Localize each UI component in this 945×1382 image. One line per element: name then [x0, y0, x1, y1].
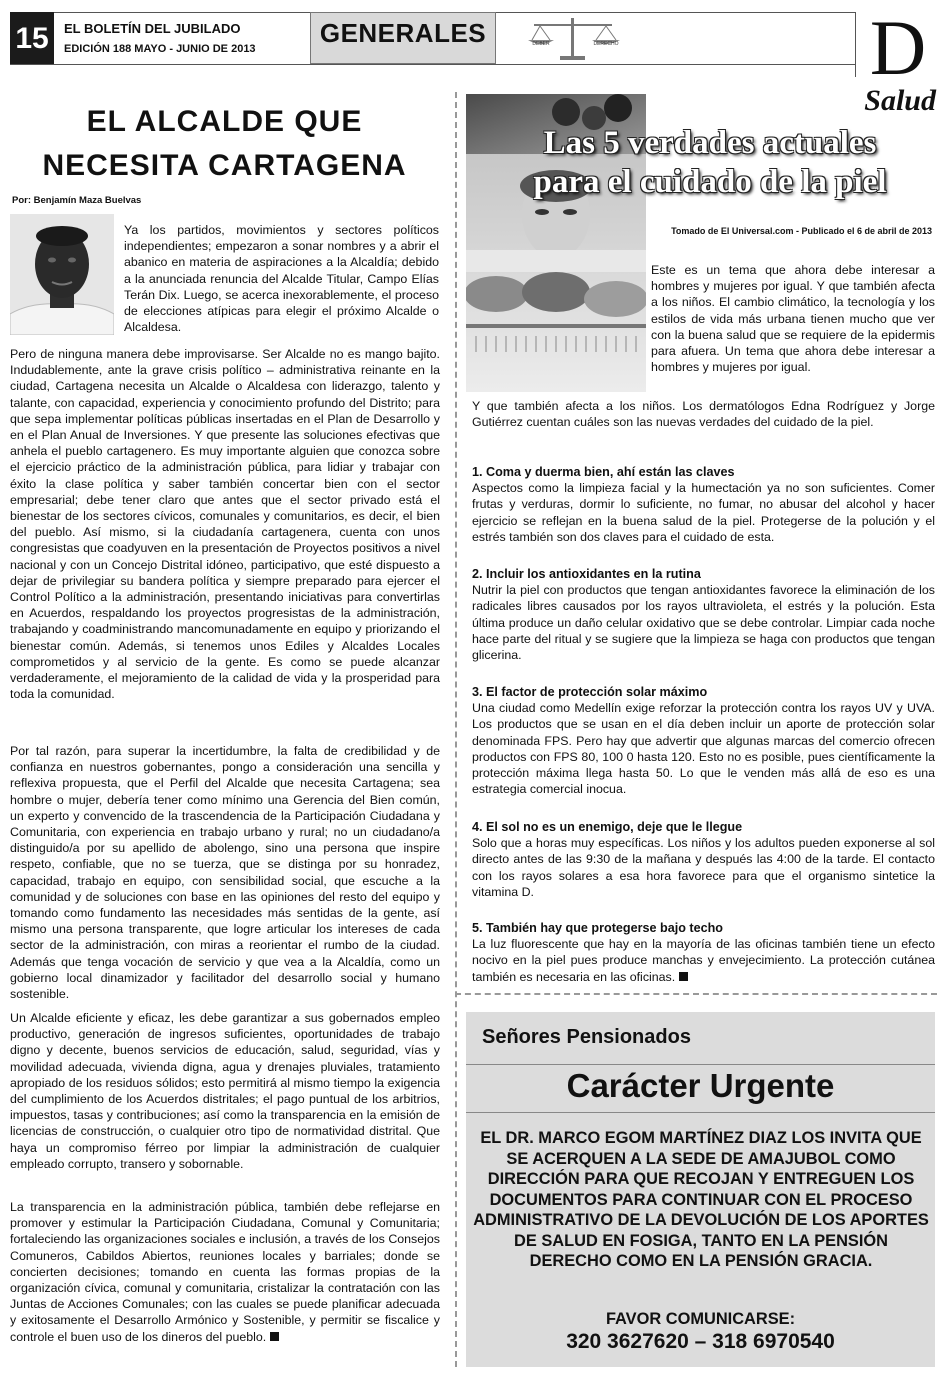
tip-3-body: Una ciudad como Medellín exige reforzar la protección contra los rayos UV y UVA. Los productos que se usan en el día deben incluir un aporte de protección solar denominada FPS. Pero hay que advertir que algunas marcas del comercio ofrecen productos con FPS 80, 100 0 hasta 120. Esto no es posible, pues científicamente la protección máxima llega hasta 50. Lo que le venden más allá de eso es una estrategia comercial inocua. [472, 701, 935, 797]
section-label: GENERALES [319, 18, 487, 48]
end-of-article-mark [270, 1332, 279, 1341]
right-intro-paragraph: Este es un tema que ahora debe interesar a hombres y mujeres por igual. Y que también afecta a los niños. El cambio climático, la tecnología y los estilos de vida más urbana tienen mucho que ver con la buena salud que se requiere de la epidermis para afuera. Un tema que ahora debe interesar a hombres y mujeres por igual. [651, 263, 935, 375]
notice-rule [466, 1064, 935, 1065]
notice-heading: Señores Pensionados [482, 1026, 691, 1048]
tip-3-heading: 3. El factor de protección solar máximo [472, 685, 708, 699]
tip-2-heading: 2. Incluir los antioxidantes en la rutina [472, 567, 701, 581]
left-paragraph-3: Un Alcalde eficiente y eficaz, les debe garantizar a sus gobernados empleo productivo, generación de ingresos suficientes, oportunidades de trabajo digno y decente, buenos servicios de educación, salud, seguridad, vías y movilidad adecuada, vivienda digna, agua y drenajes pluviales, tratamiento apropiado de los residuos sólidos; esto permitirá al mismo tiempo la exigencia del cumplimiento de los Acuerdos distritales; el pago puntual de los arbitrios, impuestos, tasas y contribuciones; así como la transparencia en la emisión de licencias de construcción, o cualquier otro tipo de normatividad distrital. Que haya un compromiso férreo por limpiar la administración de cualquier empleado corrupto, transero y sobornable. [10, 1011, 440, 1171]
tip-5 [472, 920, 935, 985]
page-number: 15 [10, 12, 54, 64]
notice-rule-2 [466, 1112, 935, 1113]
tip-1 [472, 464, 935, 545]
tip-5-body-wrap [472, 936, 935, 985]
tip-3 [472, 684, 935, 797]
author-photo [10, 214, 114, 335]
section-letter: D [869, 4, 927, 91]
left-paragraph-1: Pero de ninguna manera debe improvisarse. Ser Alcalde no es mango bajito. Indudablemente, ante la grave crisis político – administrativa reinante en la ciudad, Cartagena necesita un Alcalde o Alcaldesa con liderazgo, talento y talante, con capacidad, experiencia y conocimiento profundo del Distrito; para que sepa implementar políticas públicas insertadas en el Plan de Desarrollo y en el Plan Anual de Inversiones. Y que presente las soluciones efectivas que anhela el pueblo cartagenero. Es muy importante alguien que conozca sobre el ejercicio práctico de la administración pública, para lidiar y trabajar con éxito la clase política y saber también concertar bien con el sector empresarial; debe tener claro que antes que el sector privado está el bienestar de los sectores cívicos, comunales y comunitarios, es decir, el bien del pueblo. Así mismo, si la ciudadanía cartagenera, cuenta con unos congresistas que coadyuven en la presentación de Proyectos positivos a nivel nacional y con un Concejo Distrital idóneo, participativo, que esté dispuesto a dejar de privilegiar su bandera política y siempre preparado para ejercer el Control Político a la administración, presentando iniciativas para convertirlas en Acuerdos, respaldando los proyectos progresistas de la administración, trabajando y coadministrando mancomunadamente en equipo y priorizando el bienestar común. Además, si tenemos unos Ediles y Alcaldes Locales comprometidos y al servicio de la gente. Es como se puede alcanzar verdaderamente, el mejoramiento de la calidad de vida y la prosperidad para toda la comunidad. [10, 347, 440, 702]
right-article-title [490, 124, 930, 202]
tip-4 [472, 819, 935, 900]
logo-right-text: DERECHO [593, 41, 619, 47]
header-rule-bottom [10, 64, 855, 65]
tip-1-body: Aspectos como la limpieza facial y la humectación ya no son suficientes. Comer frutas y verduras, dormir lo suficiente, no fumar, no abusar del alcohol y hacer ejercicio se reflejan en la buena salud de la piel. Protegerse de la polución y el estrés también son dos claves para el cuidado de esta. [472, 481, 935, 544]
left-paragraph-4 [10, 1199, 440, 1345]
notice-body: EL DR. MARCO EGOM MARTÍNEZ DIAZ LOS INVITA QUE SE ACERQUEN A LA SEDE DE AMAJUBOL COMO DIRECCIÓN PARA QUE RECOJAN Y ENTREGUEN LOS DOCUMENTOS PARA CONTINUAR CON EL PROCESO ADMINISTRATIVO DE LA DEVOLUCIÓN DE LOS APORTES DE SALUD EN FOSIGA, TANTO EN LA PENSIÓN DERECHO COMO EN LA PENSIÓN GRACIA. [473, 1129, 929, 1270]
left-paragraph-4-text: La transparencia en la administración pública, también debe reflejarse en promover y estimular la Participación Ciudadana, Comunal y Comunitaria; fortaleciendo las organizaciones sociales e inclusión, a través de los Consejos Comuneros, Cabildos Abiertos, reuniones locales y barriales; donde se concierten decisiones; tomando en cuenta las formas propias de la organización cívica, comunal y comunitaria, cristalizar la contratación con las Juntas de Acciones Comunales; con las cuales se puede planificar adecuada y exitosamente el Desarrollo Armónico y Sostenible, y permitir se fiscalice y controle el buen uso de los dineros del pueblo. [10, 1200, 440, 1344]
column-divider [455, 92, 457, 1367]
right-title-line2: para el cuidado de la piel [533, 164, 887, 200]
edition-line: EDICIÓN 188 MAYO - JUNIO DE 2013 [64, 43, 256, 55]
left-paragraph-2: Por tal razón, para superar la incertidumbre, la falta de credibilidad y de confianza en nuestros gobernantes, pongo a consideración una sencilla y reflexiva propuesta, que el Perfil del Alcalde que necesita Cartagena; sea hombre o mujer, debería tener como mínimo una Gerencia del Bien común, un experto y convencido de la trascendencia de la Participación Ciudadana y Comunitaria, con experiencia en trabajo urbano y rural; no un ciudadano/a distinguido/a por su apellido de abolengo, sino una persona que inspire respeto, confiable, que no se tuerza, que se distinga por su honradez, capacidad, trabajo en equipo, con sensibilidad social, que escuche a la comunidad y de soluciones con base en las opiniones del resto del equipo y tomando como fundamento las necesidades más sentidas de la gente, así mismo una persona transparente, que logre articular los intereses de cada sector de la administración, con miras a reorientar el rumbo de la ciudad. Además que tenga vocación de servicio y que vea a la Alcaldía, como un gobierno local dinamizador y facilitador del desarrollo social y humano sostenible. [10, 744, 440, 1002]
end-of-article-mark [679, 972, 688, 981]
justice-scale-icon [520, 12, 626, 64]
section-divider [455, 993, 937, 995]
left-title-line2: NECESITA CARTAGENA [42, 149, 407, 182]
right-intro-paragraph-2: Y que también afecta a los niños. Los dermatólogos Edna Rodríguez y Jorge Gutiérrez cuentan cuáles son las nuevas verdades del cuidado de la piel. [472, 399, 935, 430]
left-article-title [12, 100, 437, 188]
notice-title: Carácter Urgente [566, 1067, 835, 1104]
logo-left-text: DEBER [532, 41, 550, 47]
section-subtitle: Salud [864, 84, 936, 117]
source-credit: Tomado de El Universal.com - Publicado el 6 de abril de 2013 [671, 226, 932, 236]
notice-phone-numbers: 320 3627620 – 318 6970540 [566, 1330, 835, 1353]
notice-contact-label: FAVOR COMUNICARSE: [605, 1310, 796, 1328]
tip-5-heading: 5. También hay que protegerse bajo techo [472, 921, 724, 935]
tip-4-body: Solo que a horas muy específicas. Los niños y los adultos pueden exponerse al sol directo antes de las 9:30 de la mañana y después las 4:00 de la tarde. El contacto con los rayos solares a esa hora favorece para que el organismo sintetice la vitamina D. [472, 836, 935, 899]
tip-1-heading: 1. Coma y duerma bien, ahí están las claves [472, 465, 735, 479]
byline: Por: Benjamín Maza Buelvas [12, 195, 142, 206]
right-title-line1: Las 5 verdades actuales [543, 125, 877, 161]
publication-name: EL BOLETÍN DEL JUBILADO [64, 21, 241, 36]
tip-4-heading: 4. El sol no es un enemigo, deje que le llegue [472, 820, 743, 834]
header-separator [855, 12, 856, 77]
left-title-line1: EL ALCALDE QUE [86, 105, 363, 138]
tip-2-body: Nutrir la piel con productos que tengan antioxidantes favorece la eliminación de los radicales libres causados por los rayos ultravioleta, el estrés y la polución. Esta última produce un daño celular oxidativo que se debe controlar. Limpiar cada noche hace parte del ritual y se sugiere que la limpieza se haga con productos que tengan glicerina. [472, 583, 935, 663]
left-intro-paragraph: Ya los partidos, movimientos y sectores políticos independientes; empezaron a sonar nombres y a abrir el abanico en materia de aspiraciones a la Alcaldía; debido a la anunciada renuncia del Alcalde Titular, Campo Elías Terán Dix. Luego, se acerca inexorablemente, el proceso de elecciones atípicas para elegir el próximo Alcalde o Alcaldesa. [124, 223, 439, 335]
tip-2 [472, 566, 935, 663]
tip-5-body: La luz fluorescente que hay en la mayoría de las oficinas también tiene un efecto nocivo en la piel pues produce manchas y envejecimiento. La protección cutánea también es necesaria en las oficinas. [472, 937, 935, 984]
